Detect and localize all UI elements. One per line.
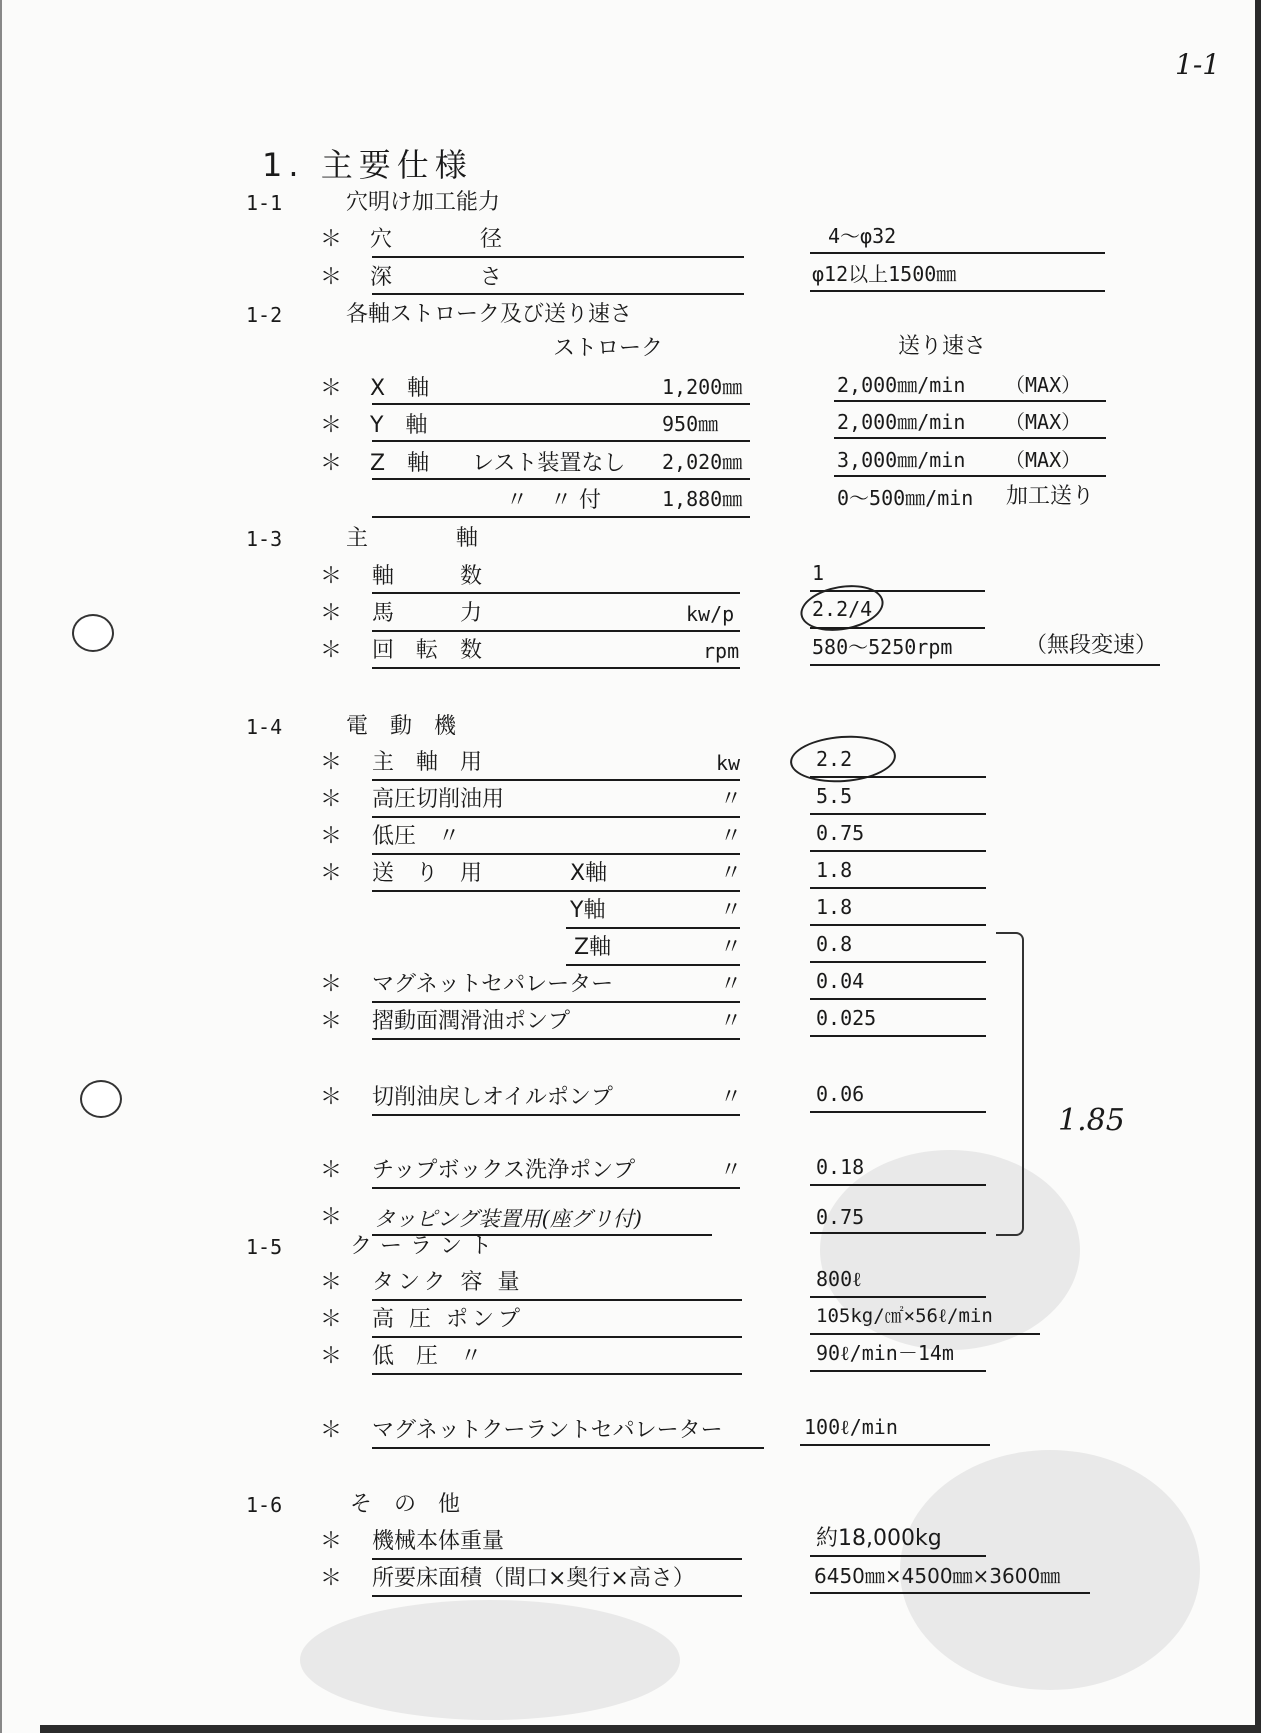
coolant-value: 105kg/㎠×56ℓ/min bbox=[816, 1305, 993, 1327]
underline bbox=[810, 998, 986, 1000]
motor-value: 0.75 bbox=[816, 821, 865, 845]
underline bbox=[834, 475, 1106, 477]
page-title: 1. 主要仕様 bbox=[262, 146, 473, 184]
speed-value: 2,000㎜/min bbox=[837, 373, 966, 397]
underline bbox=[372, 1187, 740, 1189]
bullet: ＊ bbox=[320, 1344, 343, 1369]
coolant-label: 高 圧 ポンプ bbox=[372, 1307, 524, 1332]
underline bbox=[372, 440, 750, 442]
bullet: ＊ bbox=[320, 265, 343, 290]
column-header-speed: 送り速さ bbox=[898, 334, 987, 359]
section-number: 1-4 bbox=[246, 715, 283, 739]
motor-unit: 〃 bbox=[720, 787, 743, 812]
bullet: ＊ bbox=[320, 413, 343, 438]
axis-label: Y 軸 bbox=[370, 413, 428, 438]
spec-value: 2.2/4 bbox=[812, 597, 873, 621]
coolant-label: タンク 容 量 bbox=[372, 1270, 524, 1295]
bullet: ＊ bbox=[320, 1307, 343, 1332]
underline bbox=[372, 779, 740, 781]
punch-hole-icon bbox=[72, 614, 114, 652]
underline bbox=[810, 1370, 986, 1372]
motor-unit: 〃 bbox=[720, 972, 743, 997]
other-label: 所要床面積（間口×奥行×高さ） bbox=[372, 1566, 695, 1591]
section-heading: 穴明け加工能力 bbox=[346, 190, 501, 215]
underline bbox=[372, 1038, 740, 1040]
section-number: 1-6 bbox=[246, 1493, 283, 1517]
motor-value: 0.06 bbox=[816, 1082, 865, 1106]
underline bbox=[810, 664, 1160, 666]
bullet: ＊ bbox=[320, 972, 343, 997]
coolant-value: 100ℓ/min bbox=[804, 1415, 898, 1439]
speed-remark: （MAX） bbox=[1005, 373, 1082, 397]
underline bbox=[810, 1184, 986, 1186]
motor-value: 0.18 bbox=[816, 1155, 865, 1179]
section-heading: 電 動 機 bbox=[346, 714, 457, 739]
speed-value: 0～500㎜/min bbox=[837, 486, 974, 510]
page-label: 1-1 bbox=[1175, 48, 1221, 81]
underline bbox=[834, 400, 1106, 402]
underline bbox=[810, 627, 985, 629]
spec-label: 回 転 数 bbox=[372, 638, 483, 663]
motor-label: 主 軸 用 bbox=[372, 750, 483, 775]
speed-value: 2,000㎜/min bbox=[837, 410, 966, 434]
bullet: ＊ bbox=[320, 376, 343, 401]
section-number: 1-5 bbox=[246, 1235, 283, 1259]
underline bbox=[372, 592, 740, 594]
underline bbox=[372, 516, 750, 518]
other-label: 機械本体重量 bbox=[372, 1529, 505, 1554]
underline bbox=[810, 1111, 986, 1113]
motor-sub: Y軸 bbox=[570, 898, 606, 923]
punch-hole-icon bbox=[80, 1080, 122, 1118]
spec-value: 1 bbox=[812, 561, 825, 585]
underline bbox=[810, 776, 986, 778]
section-number: 1-3 bbox=[246, 527, 283, 551]
stroke-value: 1,200㎜ bbox=[662, 375, 743, 399]
spec-value: 4～φ32 bbox=[828, 224, 897, 248]
scan-edge-left bbox=[0, 0, 2, 1733]
speed-remark: （MAX） bbox=[1005, 410, 1082, 434]
motor-value: 0.04 bbox=[816, 969, 865, 993]
bullet: ＊ bbox=[320, 824, 343, 849]
motor-unit: kw bbox=[716, 751, 741, 775]
bullet: ＊ bbox=[320, 564, 343, 589]
bullet: ＊ bbox=[320, 638, 343, 663]
bullet: ＊ bbox=[320, 1418, 343, 1443]
motor-unit: 〃 bbox=[720, 935, 743, 960]
motor-label: マグネットセパレーター bbox=[372, 972, 614, 997]
motor-sub: Z軸 bbox=[574, 935, 612, 960]
axis-label: X 軸 bbox=[370, 376, 430, 401]
underline bbox=[372, 816, 740, 818]
section-heading: クーラント bbox=[350, 1234, 501, 1259]
underline bbox=[810, 290, 1105, 292]
bullet: ＊ bbox=[320, 750, 343, 775]
section-number: 1-2 bbox=[246, 303, 283, 327]
motor-value: 0.75 bbox=[816, 1205, 865, 1229]
bullet: ＊ bbox=[320, 787, 343, 812]
underline bbox=[810, 1592, 1090, 1594]
bullet: ＊ bbox=[320, 227, 343, 252]
underline bbox=[372, 1558, 742, 1560]
other-value: 約18,000kg bbox=[816, 1526, 942, 1551]
section-heading: 各軸ストローク及び送り速さ bbox=[346, 302, 633, 327]
spec-unit: kw/p bbox=[686, 602, 735, 626]
hand-bracket-mark bbox=[996, 932, 1024, 1236]
spec-label: 穴 径 bbox=[370, 227, 503, 252]
underline bbox=[810, 813, 986, 815]
underline bbox=[372, 853, 740, 855]
underline bbox=[372, 256, 744, 258]
bullet: ＊ bbox=[320, 1270, 343, 1295]
axis-note: 〃 〃 付 bbox=[506, 488, 601, 513]
axis-label: Z 軸 bbox=[370, 451, 430, 476]
motor-label: 低圧 〃 bbox=[372, 824, 461, 849]
motor-unit: 〃 bbox=[720, 824, 743, 849]
motor-value: 1.8 bbox=[816, 858, 853, 882]
spec-value: 580～5250rpm bbox=[812, 635, 953, 659]
underline bbox=[810, 1035, 986, 1037]
scan-noise bbox=[300, 1600, 680, 1720]
column-header-stroke: ストローク bbox=[553, 336, 664, 361]
bullet: ＊ bbox=[320, 601, 343, 626]
bullet: ＊ bbox=[320, 1566, 343, 1591]
motor-label: 高圧切削油用 bbox=[372, 787, 505, 812]
motor-value: 1.8 bbox=[816, 895, 853, 919]
coolant-label: マグネットクーラントセパレーター bbox=[372, 1418, 723, 1443]
motor-label-handwritten: タッピング装置用(座グリ付) bbox=[374, 1207, 642, 1231]
bullet: ＊ bbox=[320, 451, 343, 476]
motor-unit: 〃 bbox=[720, 898, 743, 923]
coolant-value: 90ℓ/min－14m bbox=[816, 1341, 954, 1365]
underline bbox=[810, 1232, 986, 1234]
motor-label: チップボックス洗浄ポンプ bbox=[372, 1158, 636, 1183]
motor-unit: 〃 bbox=[720, 1085, 743, 1110]
motor-unit: 〃 bbox=[720, 1158, 743, 1183]
underline bbox=[372, 403, 750, 405]
underline bbox=[810, 1555, 986, 1557]
scan-edge-right bbox=[1255, 0, 1261, 1733]
speed-remark: （MAX） bbox=[1005, 448, 1082, 472]
underline bbox=[372, 293, 744, 295]
underline bbox=[810, 1296, 986, 1298]
spec-unit: rpm bbox=[703, 639, 740, 663]
motor-value: 0.025 bbox=[816, 1006, 877, 1030]
spec-label: 軸 数 bbox=[372, 564, 483, 589]
underline bbox=[810, 887, 986, 889]
bullet: ＊ bbox=[320, 1529, 343, 1554]
coolant-value: 800ℓ bbox=[816, 1267, 862, 1291]
spec-label: 馬 力 bbox=[372, 601, 483, 626]
section-heading: 主 軸 bbox=[346, 526, 479, 551]
speed-remark: 加工送り bbox=[1006, 484, 1095, 509]
motor-label: 送 り 用 bbox=[372, 861, 483, 886]
underline bbox=[372, 1336, 742, 1338]
underline bbox=[834, 437, 1106, 439]
underline bbox=[566, 964, 740, 966]
underline bbox=[566, 927, 740, 929]
spec-label: 深 さ bbox=[370, 265, 503, 290]
motor-label: 摺動面潤滑油ポンプ bbox=[372, 1009, 571, 1034]
motor-value: 0.8 bbox=[816, 932, 853, 956]
motor-label: 切削油戻しオイルポンプ bbox=[372, 1085, 613, 1110]
underline bbox=[372, 630, 740, 632]
motor-sub: X軸 bbox=[570, 861, 608, 886]
underline bbox=[372, 1373, 742, 1375]
other-value: 6450㎜×4500㎜×3600㎜ bbox=[814, 1564, 1061, 1588]
stroke-value: 1,880㎜ bbox=[662, 487, 743, 511]
handwritten-total: 1.85 bbox=[1058, 1103, 1125, 1138]
motor-value: 5.5 bbox=[816, 784, 853, 808]
underline bbox=[372, 1114, 740, 1116]
underline bbox=[372, 890, 740, 892]
underline bbox=[810, 252, 1105, 254]
spec-remark: （無段変速） bbox=[1025, 633, 1158, 658]
axis-note: レスト装置なし bbox=[472, 451, 626, 476]
coolant-label: 低 圧 〃 bbox=[372, 1344, 483, 1369]
bullet: ＊ bbox=[320, 861, 343, 886]
stroke-value: 950㎜ bbox=[662, 412, 719, 436]
section-number: 1-1 bbox=[246, 191, 283, 215]
underline bbox=[372, 667, 740, 669]
bullet: ＊ bbox=[320, 1085, 343, 1110]
underline bbox=[372, 1447, 764, 1449]
bullet: ＊ bbox=[320, 1205, 343, 1230]
underline bbox=[810, 924, 986, 926]
bullet: ＊ bbox=[320, 1009, 343, 1034]
motor-unit: 〃 bbox=[720, 1009, 743, 1034]
underline bbox=[800, 1444, 990, 1446]
speed-value: 3,000㎜/min bbox=[837, 448, 966, 472]
underline bbox=[372, 1595, 742, 1597]
underline bbox=[810, 961, 986, 963]
motor-value: 2.2 bbox=[816, 747, 853, 771]
spec-value: φ12以上1500㎜ bbox=[812, 262, 957, 286]
stroke-value: 2,020㎜ bbox=[662, 450, 743, 474]
motor-unit: 〃 bbox=[720, 861, 743, 886]
section-heading: そ の 他 bbox=[350, 1492, 461, 1517]
scan-edge-bottom bbox=[40, 1725, 1261, 1733]
underline bbox=[372, 1299, 742, 1301]
underline bbox=[372, 1001, 740, 1003]
underline bbox=[810, 1333, 1040, 1335]
underline bbox=[372, 478, 750, 480]
underline bbox=[810, 850, 986, 852]
bullet: ＊ bbox=[320, 1158, 343, 1183]
